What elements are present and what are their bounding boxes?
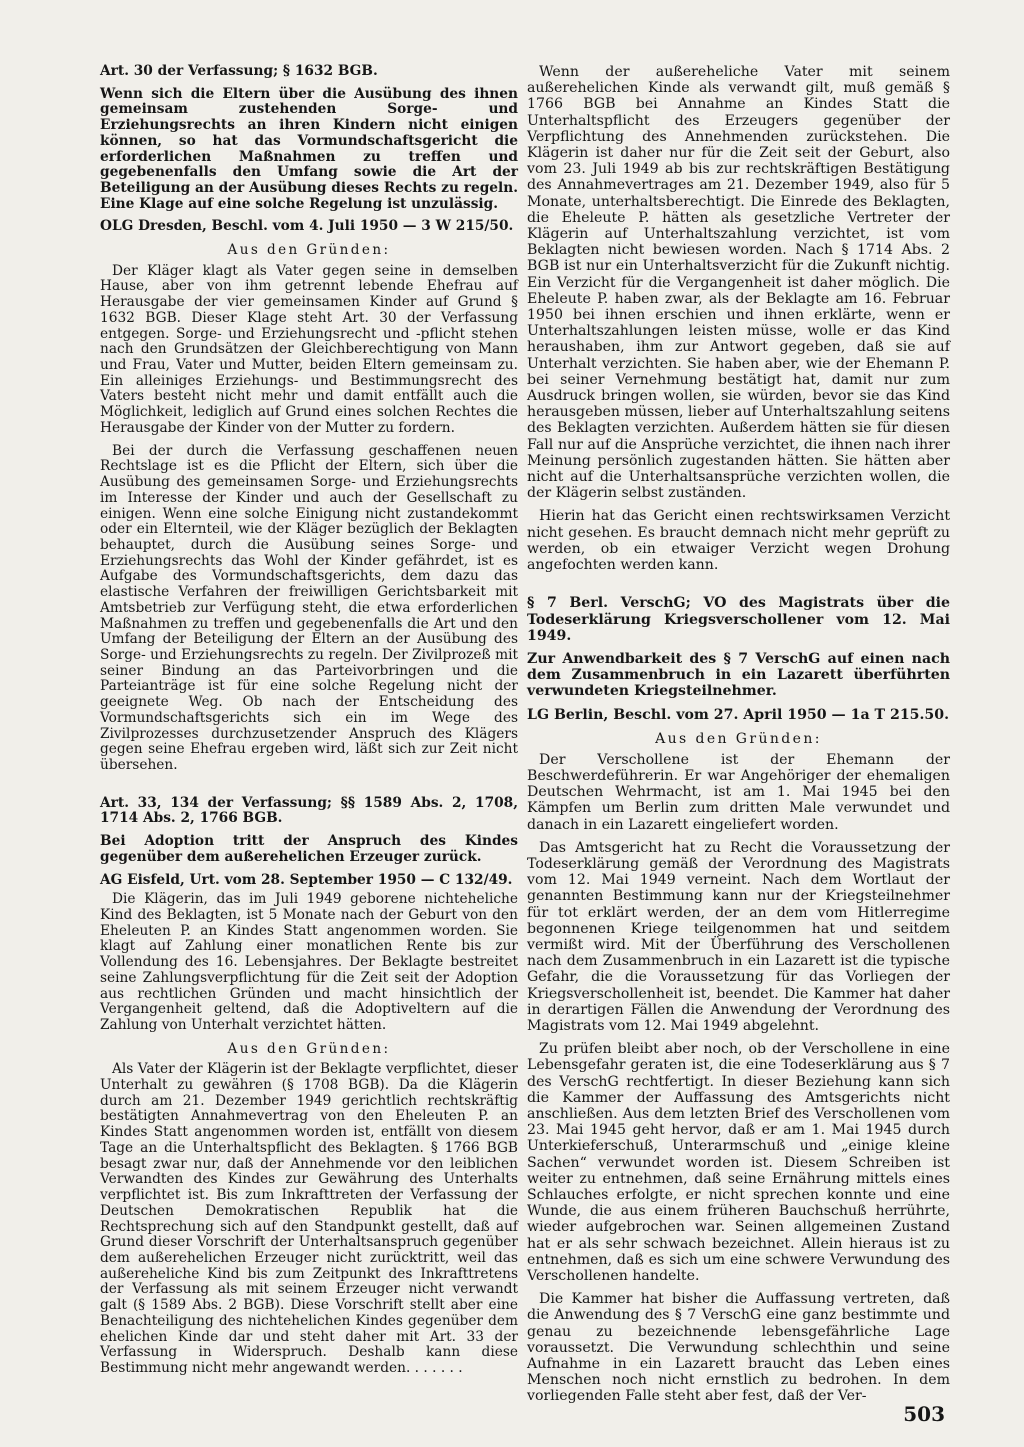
section-gap xyxy=(527,573,950,595)
case3-citation: LG Berlin, Beschl. vom 27. April 1950 — 1a T 215.50. xyxy=(527,706,950,723)
case2-intro: Die Klägerin, das im Juli 1949 geborene nichteheliche Kind des Beklagten, ist 5 Monate nach der Geburt von den Eheleuten P. an Kindes Statt angenommen worden. Sie klagt auf Zahlung einer monatlichen Rente bis zur Vollendung des 16. Lebensjahres. Der Beklagte bestreitet seine Zahlungsverpflichtung für die Zeit seit der Adoption aus rechtlichen Gründen und macht hinsichtlich der Vergangenheit geltend, daß die Adoptiveltern auf die Zahlung von Unterhalt verzichtet hätten. xyxy=(100,891,518,1034)
continuation-paragraph: Wenn der außereheliche Vater mit seinem außerehelichen Kinde als verwandt gilt, muß gemäß § 1766 BGB bei Annahme an Kindes Statt die Unterhaltspflicht des Erzeugers gegenüber der Verpflichtung des Annehmenden zurückstehen. Die Klägerin ist daher nur für die Zeit seit der Geburt, also vom 23. Juli 1949 ab bis zur rechtskräftigen Bestätigung des Annahmevertrages am 21. Dezember 1949, also für 5 Monate, unterhaltsberechtigt. Die Einrede des Beklagten, die Eheleute P. hätten als gesetzliche Vertreter der Klägerin auf Unterhaltszahlung verzichtet, ist vom Beklagten nicht bewiesen worden. Nach § 1714 Abs. 2 BGB ist nur ein Unterhaltsverzicht für die Zukunft nichtig. Ein Verzicht für die Vergangenheit ist daher möglich. Die Eheleute P. haben zwar, als der Beklagte am 16. Februar 1950 bei ihnen erschien und ihnen erklärte, wenn er Unterhaltszahlungen leisten müsse, wolle er das Kind heraushaben, ihm zur Antwort gegeben, daß sie auf Unterhalt verzichten. Sie haben aber, wie der Ehemann P. bei seiner Vernehmung bestätigt hat, damit nur zum Ausdruck bringen wollen, sie würden, bevor sie das Kind herausgeben müssen, lieber auf Unterhaltszahlung seitens des Beklagten verzichten. Außerdem hätten sie für diesen Fall nur auf die Ansprüche verzichtet, die ihnen nach ihrer Meinung persönlich zugestanden hätten. Sie hätten aber nicht auf die Unterhaltsansprüche verzichten wollen, die der Klägerin selbst zuständen. xyxy=(527,64,950,502)
case3-paragraph: Das Amtsgericht hat zu Recht die Voraussetzung der Todeserklärung gemäß der Verordnung des Magistrats vom 12. Mai 1949 verneint. Nach dem Wortlaut der genannten Bestimmung kann nur der Kriegsteilnehmer für tot erklärt werden, der an dem vom Hitlerregime begonnenen Kriege teilgenommen hat und seitdem vermißt wird. Mit der Überführung des Verschollenen nach dem Zusammenbruch in ein Lazarett ist die typische Gefahr, die die Voraussetzung für das Vorliegen der Kriegsverschollenheit ist, beendet. Die Kammer hat daher in derartigen Fällen die Anwendung der Verordnung des Magistrats vom 12. Mai 1949 abgelehnt. xyxy=(527,839,950,1034)
case1-heading: Art. 30 der Verfassung; § 1632 BGB. xyxy=(100,63,378,79)
continuation-paragraph: Hierin hat das Gericht einen rechtswirksamen Verzicht nicht gesehen. Es braucht demnach nicht mehr geprüft zu werden, ob ein etwaiger Verzicht wegen Drohung angefochten werden kann. xyxy=(527,508,950,574)
case1-paragraph: Der Kläger klagt als Vater gegen seine in demselben Hause, aber von ihm getrennt lebende Ehefrau auf Herausgabe der vier gemeinsamen Kinder auf Grund § 1632 BGB. Dieser Klage steht Art. 30 der Verfassung entgegen. Sorge- und Erziehungsrecht und -pflicht stehen nach den Grundsätzen der Gleichberechtigung von Mann und Frau, Vater und Mutter, beiden Eltern gemeinsam zu. Ein alleiniges Erziehungs- und Bestimmungsrecht des Vaters besteht nicht mehr und damit entfällt auch die Möglichkeit, lediglich auf Grund eines solchen Rechtes die Herausgabe der Kinder von der Mutter zu fordern. xyxy=(100,262,518,436)
case3-paragraph: Die Kammer hat bisher die Auffassung vertreten, daß die Anwendung des § 7 VerschG eine ganz bestimmte und genau zu bezeichnende lebensgefährliche Lage voraussetzt. Die Verwundung schlechthin und seine Aufnahme in ein Lazarett braucht das Leben eines Menschen noch nicht ernstlich zu bedrohen. In dem vorliegenden Falle steht aber fest, daß der Ver- xyxy=(527,1291,950,1405)
case2-heading: Art. 33, 134 der Verfassung; §§ 1589 Abs. 2, 1708, 1714 Abs. 2, 1766 BGB. xyxy=(100,794,518,827)
case3-paragraph: Der Verschollene ist der Ehemann der Beschwerdeführerin. Er war Angehöriger der ehemaligen Deutschen Wehrmacht, ist am 1. Mai 1945 bei den Kämpfen um Berlin zum dritten Male verwundet und danach in ein Lazarett eingeliefert worden. xyxy=(527,751,950,833)
case3-grounds-title: Aus den Gründen: xyxy=(655,730,822,747)
case1-grounds-title: Aus den Gründen: xyxy=(227,242,391,259)
section-gap xyxy=(100,774,518,796)
left-column xyxy=(100,64,518,1377)
case3-heading: § 7 Berl. VerschG; VO des Magistrats über die Todeserklärung Kriegsverschollener vom 12. Mai 1949. xyxy=(527,595,950,644)
case2-paragraph: Als Vater der Klägerin ist der Beklagte verpflichtet, dieser Unterhalt zu gewähren (§ 1708 BGB). Da die Klägerin durch am 21. Dezember 1949 gerichtlich rechtskräftig bestätigten Annahmevertrag von den Eheleuten P. an Kindes Statt angenommen worden ist, entfällt von diesem Tage an die Unterhaltspflicht des Beklagten. § 1766 BGB besagt zwar nur, daß der Annehmende vor den leiblichen Verwandten des Kindes zur Gewährung des Unterhalts verpflichtet ist. Bis zum Inkrafttreten der Verfassung der Deutschen Demokratischen Republik hat die Rechtsprechung sich auf den Standpunkt gestellt, daß auf Grund dieser Vorschrift der Unterhaltsanspruch gegenüber dem außerehelichen Erzeuger nicht zurücktritt, weil das außereheliche Kind bis zum Zeitpunkt des Inkrafttretens der Verfassung als mit seinem Erzeuger nicht verwandt galt (§ 1589 Abs. 2 BGB). Diese Vorschrift stellt aber eine Benachteiligung des nichtehelichen Kindes gegenüber dem ehelichen Kinde dar und steht daher mit Art. 33 der Verfassung in Widerspruch. Deshalb kann diese Bestimmung nicht mehr angewandt werden. . . . . . . xyxy=(100,1061,518,1376)
case2-lead: Bei Adoption tritt der Anspruch des Kindes gegenüber dem außerehelichen Erzeuger zurück. xyxy=(100,833,518,865)
case1-citation: OLG Dresden, Beschl. vom 4. Juli 1950 — 3 W 215/50. xyxy=(100,218,514,235)
case3-paragraph: Zu prüfen bleibt aber noch, ob der Verschollene in eine Lebensgefahr geraten ist, die eine Todeserklärung aus § 7 des VerschG rechtfertigt. In dieser Beziehung kann sich die Kammer der Auffassung des Amtsgerichts nicht anschließen. Aus dem letzten Brief des Verschollenen vom 23. Mai 1945 geht hervor, daß er am 1. Mai 1945 durch Unterkieferschuß, Unterarmschuß und „einige kleine Sachen“ verwundet worden ist. Diesem Schreiben ist weiter zu entnehmen, daß seine Ernährung mittels eines Schlauches erfolgte, er nicht sprechen konnte und eine Wunde, die aus einem früheren Bauchschuß herrührte, wieder aufgebrochen war. Seinen allgemeinen Zustand hat er als sehr schwach bezeichnet. Allein hieraus ist zu entnehmen, daß es sich um eine schwere Verwundung des Verschollenen handelte. xyxy=(527,1041,950,1285)
case1-lead: Wenn sich die Eltern über die Ausübung des ihnen gemeinsam zustehenden Sorge- und Erziehungsrechts an ihren Kindern nicht einigen können, so hat das Vormundschaftsgericht die erforderlichen Maßnahmen zu treffen und gegebenenfalls den Umfang sowie die Art der Beteiligung an der Ausübung dieses Rechts zu regeln. Eine Klage auf eine solche Regelung ist unzulässig. xyxy=(100,85,518,212)
case2-grounds-title: Aus den Gründen: xyxy=(227,1040,391,1057)
page-number: 503 xyxy=(903,1402,945,1426)
case2-citation: AG Eisfeld, Urt. vom 28. September 1950 — C 132/49. xyxy=(100,871,513,888)
case3-lead: Zur Anwendbarkeit des § 7 VerschG auf einen nach dem Zusammenbruch in ein Lazarett überführten verwundeten Kriegsteilnehmer. xyxy=(527,650,950,700)
right-column xyxy=(527,64,950,1405)
case1-paragraph: Bei der durch die Verfassung geschaffenen neuen Rechtslage ist es die Pflicht der Eltern, sich über die Ausübung des gemeinsamen Sorge- und Erziehungsrechts im Interesse der Kinder und auch der Gesellschaft zu einigen. Wenn eine solche Einigung nicht zustandekommt oder ein Elternteil, wie der Kläger bezüglich der Beklagten behauptet, durch die Ausübung seines Sorge- und Erziehungsrechts das Wohl der Kinder gefährdet, ist es Aufgabe des Vormundschaftsgerichts, dem dazu das elastische Verfahren der freiwilligen Gerichtsbarkeit mit Amtsbetrieb zur Verfügung steht, die etwa erforderlichen Maßnahmen zu treffen und gegebenenfalls die Art und den Umfang der Beteiligung der Eltern an der Ausübung des Sorge- und Erziehungsrechts zu regeln. Der Zivilprozeß mit seiner Bindung an das Parteivorbringen und die Parteianträge ist für eine solche Regelung nicht der geeignete Weg. Ob nach der Entscheidung des Vormundschaftsgerichts sich ein im Wege des Zivilprozesses durchzusetzender Anspruch des Klägers gegen seine Ehefrau ergeben wird, läßt sich zur Zeit nicht übersehen. xyxy=(100,442,518,773)
